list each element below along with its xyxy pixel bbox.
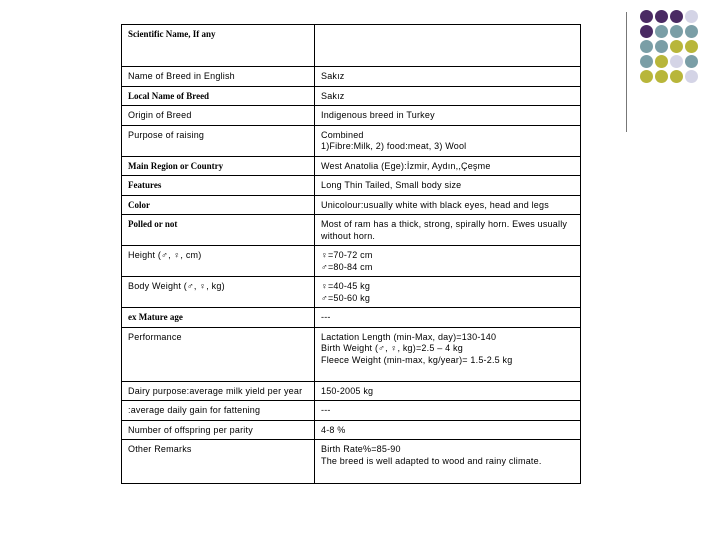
decorative-dot-grid <box>640 10 710 110</box>
table-row <box>122 176 581 196</box>
decorative-dot <box>685 40 698 53</box>
table-row <box>122 381 581 401</box>
table-row <box>122 401 581 421</box>
decorative-dot <box>640 10 653 23</box>
table-row <box>122 420 581 440</box>
row-value: --- <box>315 401 581 421</box>
row-label: Color <box>122 195 315 215</box>
row-value: Sakız <box>315 67 581 87</box>
row-value: ♀=70-72 cm ♂=80-84 cm <box>315 246 581 277</box>
row-value: 150-2005 kg <box>315 381 581 401</box>
row-label: Number of offspring per parity <box>122 420 315 440</box>
table-row <box>122 195 581 215</box>
row-value <box>315 25 581 67</box>
row-label: Height (♂, ♀, cm) <box>122 246 315 277</box>
table-row <box>122 215 581 246</box>
decorative-dot <box>655 40 668 53</box>
decorative-dot <box>685 10 698 23</box>
row-value: Indigenous breed in Turkey <box>315 106 581 126</box>
table-row <box>122 125 581 156</box>
row-label: Main Region or Country <box>122 156 315 176</box>
row-label: Origin of Breed <box>122 106 315 126</box>
table-row <box>122 156 581 176</box>
decorative-dot <box>685 55 698 68</box>
decorative-dot <box>670 55 683 68</box>
table-row <box>122 25 581 67</box>
table-row <box>122 308 581 328</box>
decorative-dot <box>655 55 668 68</box>
decorative-dot <box>640 25 653 38</box>
row-label: Performance <box>122 327 315 381</box>
row-value: Combined 1)Fibre:Milk, 2) food:meat, 3) Wool <box>315 125 581 156</box>
row-value: ♀=40-45 kg ♂=50-60 kg <box>315 277 581 308</box>
row-label: Features <box>122 176 315 196</box>
table-row <box>122 106 581 126</box>
table-row <box>122 440 581 484</box>
row-value: Birth Rate%=85-90 The breed is well adapted to wood and rainy climate. <box>315 440 581 484</box>
decorative-dot <box>670 40 683 53</box>
row-value: --- <box>315 308 581 328</box>
decorative-dot <box>670 25 683 38</box>
decorative-divider <box>626 12 627 132</box>
decorative-dot <box>640 55 653 68</box>
row-label: Other Remarks <box>122 440 315 484</box>
decorative-dot <box>685 25 698 38</box>
decorative-dot <box>655 10 668 23</box>
row-label: Purpose of raising <box>122 125 315 156</box>
decorative-dot <box>655 70 668 83</box>
row-label: :average daily gain for fattening <box>122 401 315 421</box>
decorative-dot <box>640 40 653 53</box>
row-label: Body Weight (♂, ♀, kg) <box>122 277 315 308</box>
table-row <box>122 246 581 277</box>
table-row <box>122 327 581 381</box>
row-value: Long Thin Tailed, Small body size <box>315 176 581 196</box>
row-label: Name of Breed in English <box>122 67 315 87</box>
decorative-dot <box>685 70 698 83</box>
breed-info-table <box>121 24 581 484</box>
row-value: Most of ram has a thick, strong, spirally horn. Ewes usually without horn. <box>315 215 581 246</box>
row-value: Lactation Length (min-Max, day)=130-140 Birth Weight (♂, ♀, kg)=2.5 – 4 kg Fleece Weight (min-max, kg/year)= 1.5-2.5 kg <box>315 327 581 381</box>
decorative-dot <box>670 10 683 23</box>
row-label: ex Mature age <box>122 308 315 328</box>
row-label: Local Name of Breed <box>122 86 315 106</box>
decorative-dot <box>655 25 668 38</box>
table-row <box>122 67 581 87</box>
row-value: 4-8 % <box>315 420 581 440</box>
decorative-dot <box>670 70 683 83</box>
row-label: Scientific Name, If any <box>122 25 315 67</box>
table-row <box>122 277 581 308</box>
row-label: Dairy purpose:average milk yield per year <box>122 381 315 401</box>
row-value: Unicolour:usually white with black eyes, head and legs <box>315 195 581 215</box>
row-value: West Anatolia (Ege):İzmir, Aydın,,Çeşme <box>315 156 581 176</box>
decorative-dot <box>640 70 653 83</box>
table-row <box>122 86 581 106</box>
row-label: Polled or not <box>122 215 315 246</box>
row-value: Sakız <box>315 86 581 106</box>
